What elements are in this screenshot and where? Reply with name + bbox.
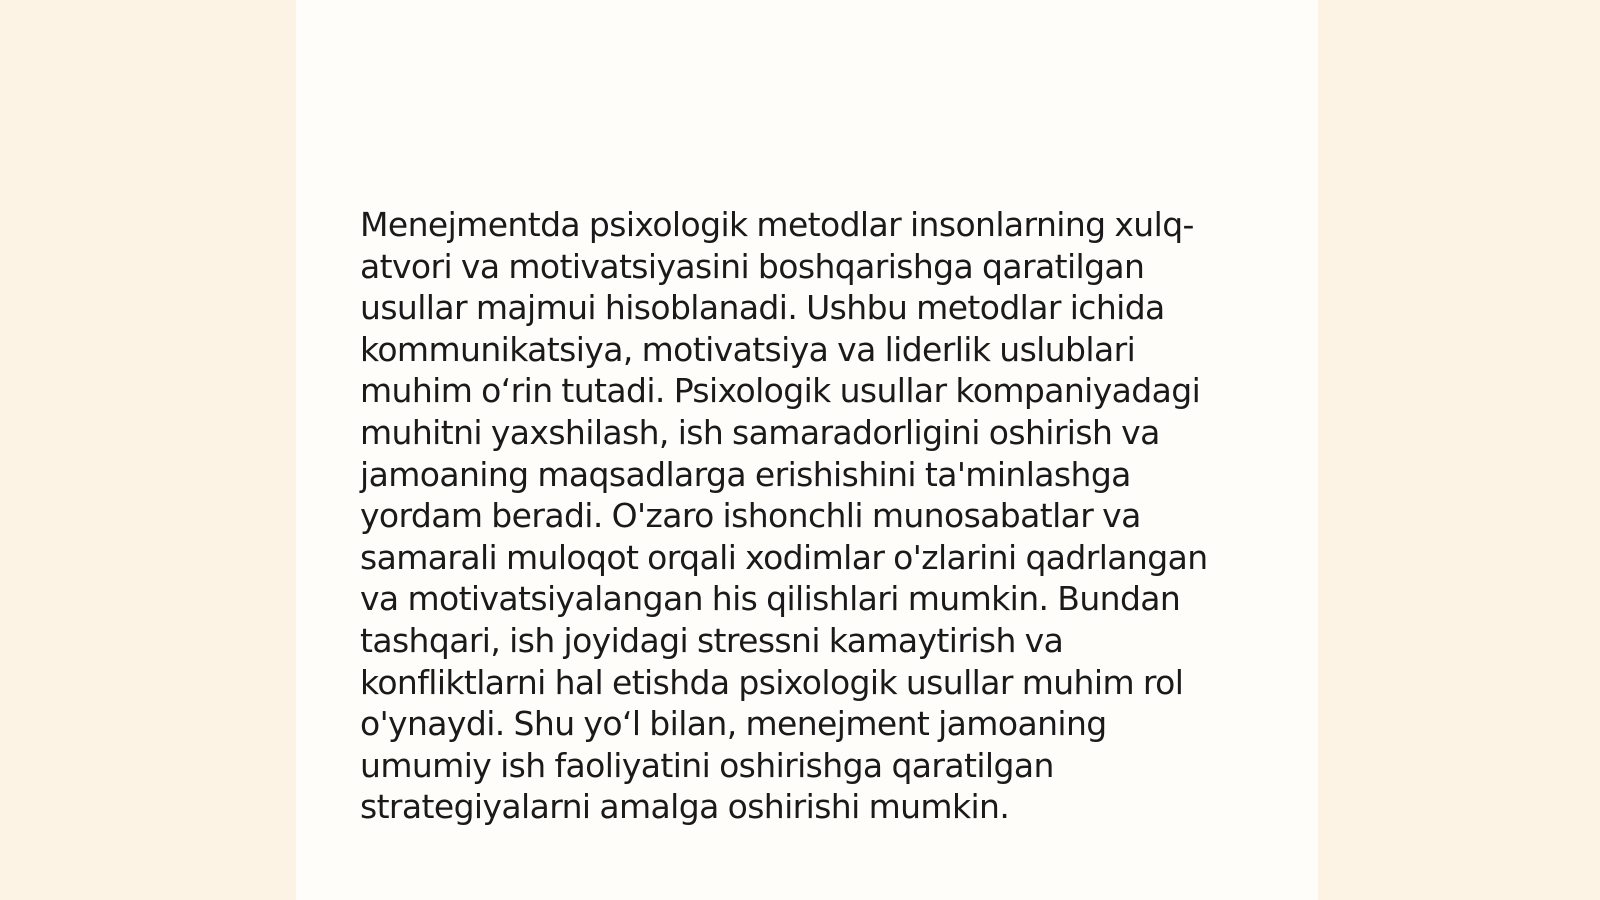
paragraph-line: strategiyalarni amalga oshirishi mumkin. <box>360 787 1010 827</box>
left-margin-background <box>0 0 296 900</box>
paragraph-line: atvori va motivatsiyasini boshqarishga qaratilgan <box>360 246 1145 286</box>
paragraph-line: muhitni yaxshilash, ish samaradorligini oshirish va <box>360 412 1160 452</box>
body-paragraph <box>360 204 1260 828</box>
paragraph-line: samarali muloqot orqali xodimlar o'zlarini qadrlangan <box>360 537 1208 577</box>
paragraph-line: tashqari, ish joyidagi stressni kamaytirish va <box>360 620 1064 660</box>
paragraph-line: yordam beradi. O'zaro ishonchli munosabatlar va <box>360 496 1141 536</box>
paragraph-line: umumiy ish faoliyatini oshirishga qaratilgan <box>360 745 1054 785</box>
slide-page <box>296 0 1318 900</box>
paragraph-line: kommunikatsiya, motivatsiya va liderlik uslublari <box>360 329 1136 369</box>
paragraph-line: jamoaning maqsadlarga erishishini ta'minlashga <box>360 454 1131 494</box>
paragraph-line: konfliktlarni hal etishda psixologik usullar muhim rol <box>360 662 1184 702</box>
paragraph-line: Menejmentda psixologik metodlar insonlarning xulq- <box>360 205 1194 244</box>
paragraph-line: va motivatsiyalangan his qilishlari mumkin. Bundan <box>360 579 1181 619</box>
paragraph-line: muhim o‘rin tutadi. Psixologik usullar kompaniyadagi <box>360 371 1201 411</box>
paragraph-line: usullar majmui hisoblanadi. Ushbu metodlar ichida <box>360 288 1165 328</box>
right-margin-background <box>1318 0 1600 900</box>
paragraph-line: o'ynaydi. Shu yo‘l bilan, menejment jamoaning <box>360 704 1107 744</box>
